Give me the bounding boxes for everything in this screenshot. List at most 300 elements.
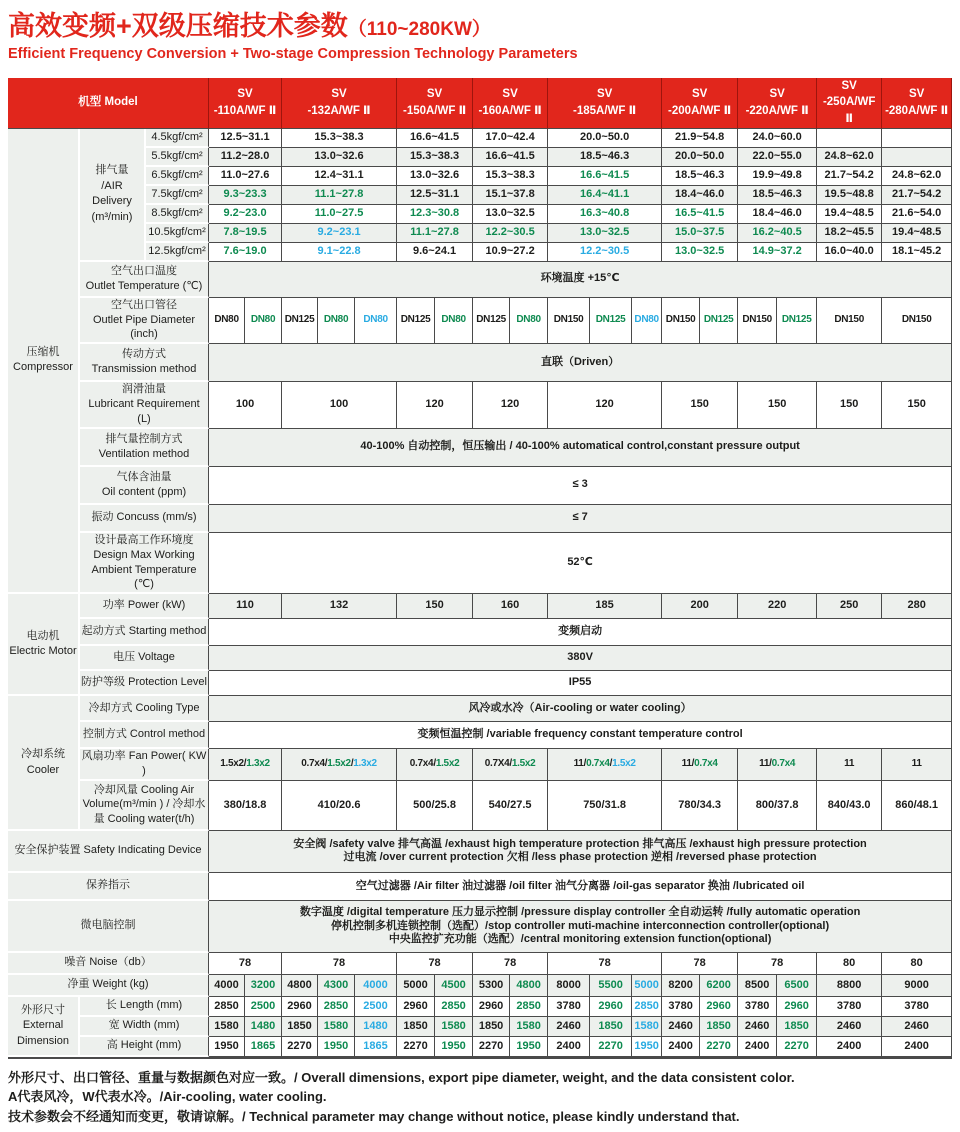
value-cell: 18.5~46.3: [548, 148, 662, 167]
row-label-cell: 控制方式 Control method: [80, 722, 209, 749]
row-label-cell: 长 Length (mm): [80, 997, 209, 1017]
value-cell: 2400: [738, 1037, 777, 1057]
table-row: [8, 344, 952, 382]
value-cell: 12.2~30.5: [548, 243, 662, 262]
value-cell: 15.1~37.8: [473, 186, 548, 205]
value-cell: DN80: [510, 298, 548, 345]
value-cell: 280: [882, 594, 952, 619]
model-header-cell: SV -160A/WF Ⅱ: [473, 78, 548, 129]
value-cell: 840/43.0: [817, 781, 882, 831]
value-cell: 9.6~24.1: [397, 243, 473, 262]
value-cell: 1580: [209, 1017, 245, 1037]
value-cell: 9.3~23.3: [209, 186, 282, 205]
row-label-cell: 宽 Width (mm): [80, 1017, 209, 1037]
value-cell: DN80: [318, 298, 355, 345]
parameters-table: [8, 78, 952, 1057]
value-cell: 19.5~48.8: [817, 186, 882, 205]
value-cell: 750/31.8: [548, 781, 662, 831]
row-label-cell: 振动 Concuss (mm/s): [80, 505, 209, 533]
table-row: [8, 696, 952, 722]
value-cell: 2270: [700, 1037, 738, 1057]
value-cell: 160: [473, 594, 548, 619]
row-label-cell: 微电脑控制: [8, 901, 209, 953]
value-cell: 数字温度 /digital temperature 压力显示控制 /pressure display controller 全自动运转 /fully automatic operation 停机控制多机连锁控制（选配）/stop controller muti-machine interconnection controller(optional) 中央监控扩充功能（选配）/central monitoring extension function(optional): [209, 901, 952, 953]
value-cell: 24.8~62.0: [882, 167, 952, 186]
value-cell: 410/20.6: [282, 781, 397, 831]
value-cell: 变频恒温控制 /variable frequency constant temperature control: [209, 722, 952, 749]
value-cell: 860/48.1: [882, 781, 952, 831]
value-cell: 8800: [817, 975, 882, 997]
value-cell: 18.5~46.3: [662, 167, 738, 186]
value-cell: 20.0~50.0: [662, 148, 738, 167]
table-row: [8, 1017, 952, 1037]
value-cell: 1950: [318, 1037, 355, 1057]
row-label-cell: 起动方式 Starting method: [80, 619, 209, 646]
table-row: [8, 619, 952, 646]
footnote-line: 外形尺寸、出口管径、重量与数据颜色对应一致。/ Overall dimensions, export pipe diameter, weight, and the data consistent color.: [8, 1069, 795, 1085]
value-cell: 8500: [738, 975, 777, 997]
value-cell: 4000: [209, 975, 245, 997]
row-label-cell: 传动方式 Transmission method: [80, 344, 209, 382]
table-row: [8, 594, 952, 619]
value-cell: 环境温度 +15℃: [209, 262, 952, 298]
value-cell: 40-100% 自动控制，恒压输出 / 40-100% automatical control,constant pressure output: [209, 429, 952, 467]
table-row: [8, 722, 952, 749]
row-label-cell: 电压 Voltage: [80, 646, 209, 671]
row-label-cell: 4.5kgf/cm²: [146, 129, 209, 148]
value-cell: 24.0~60.0: [738, 129, 817, 148]
value-cell: DN125: [473, 298, 510, 345]
value-cell: [882, 129, 952, 148]
table-row: [8, 953, 952, 975]
value-cell: 1580: [318, 1017, 355, 1037]
value-cell: 1850: [590, 1017, 632, 1037]
table-row: [8, 262, 952, 298]
value-cell: 0.7x4/1.5x2/1.3x2: [282, 749, 397, 781]
value-cell: 13.0~32.6: [282, 148, 397, 167]
table-row: [8, 873, 952, 901]
value-cell: 6200: [700, 975, 738, 997]
value-cell: 380V: [209, 646, 952, 671]
value-cell: DN80: [435, 298, 473, 345]
value-cell: 16.2~40.5: [738, 224, 817, 243]
value-cell: 1580: [632, 1017, 662, 1037]
value-cell: DN150: [548, 298, 590, 345]
row-label-cell: 7.5kgf/cm²: [146, 186, 209, 205]
value-cell: 500/25.8: [397, 781, 473, 831]
value-cell: 150: [817, 382, 882, 429]
value-cell: 11.0~27.6: [209, 167, 282, 186]
row-label-cell: 8.5kgf/cm²: [146, 205, 209, 224]
value-cell: 15.3~38.3: [397, 148, 473, 167]
table-row: [8, 298, 952, 345]
value-cell: 15.0~37.5: [662, 224, 738, 243]
value-cell: 2850: [435, 997, 473, 1017]
value-cell: DN150: [738, 298, 777, 345]
value-cell: DN125: [397, 298, 435, 345]
value-cell: 7.6~19.0: [209, 243, 282, 262]
value-cell: 1950: [632, 1037, 662, 1057]
value-cell: 11.0~27.5: [282, 205, 397, 224]
value-cell: 17.0~42.4: [473, 129, 548, 148]
value-cell: 2460: [662, 1017, 700, 1037]
value-cell: 2400: [548, 1037, 590, 1057]
value-cell: 2270: [777, 1037, 817, 1057]
value-cell: 4500: [435, 975, 473, 997]
table-row: [8, 975, 952, 997]
value-cell: 100: [209, 382, 282, 429]
value-cell: 2960: [282, 997, 318, 1017]
table-row: [8, 382, 952, 429]
value-cell: 1950: [435, 1037, 473, 1057]
table-row: [8, 243, 952, 262]
footnote-line: 技术参数会不经通知而变更，敬请谅解。/ Technical parameter may change without notice, please kindly understand that.: [8, 1108, 740, 1124]
value-cell: 18.1~45.2: [882, 243, 952, 262]
table-row: [8, 901, 952, 953]
value-cell: DN125: [700, 298, 738, 345]
value-cell: 19.4~48.5: [882, 224, 952, 243]
value-cell: [882, 148, 952, 167]
value-cell: 2460: [548, 1017, 590, 1037]
group-label-cell: 外形尺寸 External Dimension: [8, 997, 80, 1057]
table-row: [8, 167, 952, 186]
table-row: [8, 646, 952, 671]
footnote-line: A代表风冷，W代表水冷。/Air-cooling, water cooling.: [8, 1089, 327, 1105]
value-cell: 2850: [209, 997, 245, 1017]
row-label-cell: 6.5kgf/cm²: [146, 167, 209, 186]
table-row: [8, 671, 952, 696]
value-cell: 14.9~37.2: [738, 243, 817, 262]
value-cell: 3780: [662, 997, 700, 1017]
value-cell: 10.9~27.2: [473, 243, 548, 262]
model-header-cell: SV -250A/WF Ⅱ: [817, 78, 882, 129]
value-cell: 3780: [882, 997, 952, 1017]
value-cell: 1580: [510, 1017, 548, 1037]
value-cell: 8200: [662, 975, 700, 997]
model-header-cell: SV -280A/WF Ⅱ: [882, 78, 952, 129]
value-cell: 52℃: [209, 533, 952, 594]
value-cell: 80: [882, 953, 952, 975]
value-cell: 5000: [632, 975, 662, 997]
value-cell: 220: [738, 594, 817, 619]
value-cell: 2960: [777, 997, 817, 1017]
value-cell: 100: [282, 382, 397, 429]
value-cell: 变频启动: [209, 619, 952, 646]
value-cell: 1850: [473, 1017, 510, 1037]
row-label-cell: 功率 Power (kW): [80, 594, 209, 619]
value-cell: IP55: [209, 671, 952, 696]
group-label-cell: 冷却系统 Cooler: [8, 696, 80, 831]
table-row: [8, 505, 952, 533]
value-cell: 2960: [590, 997, 632, 1017]
value-cell: 12.5~31.1: [209, 129, 282, 148]
value-cell: 1950: [209, 1037, 245, 1057]
value-cell: 780/34.3: [662, 781, 738, 831]
value-cell: 3780: [548, 997, 590, 1017]
table-row: [8, 1037, 952, 1057]
table-row: [8, 781, 952, 831]
value-cell: 4800: [510, 975, 548, 997]
table-row: [8, 205, 952, 224]
value-cell: 风冷或水冷（Air-cooling or water cooling）: [209, 696, 952, 722]
model-header-cell: SV -200A/WF Ⅱ: [662, 78, 738, 129]
value-cell: 2460: [817, 1017, 882, 1037]
value-cell: 18.4~46.0: [662, 186, 738, 205]
value-cell: 250: [817, 594, 882, 619]
value-cell: 78: [282, 953, 397, 975]
row-label-cell: 噪音 Noise（db）: [8, 953, 209, 975]
row-label-cell: 风扇功率 Fan Power( KW ): [80, 749, 209, 781]
value-cell: 2460: [882, 1017, 952, 1037]
page-subtitle: Efficient Frequency Conversion + Two-stage Compression Technology Parameters: [8, 45, 578, 62]
page-title: [8, 10, 952, 44]
value-cell: 11/0.7x4/1.5x2: [548, 749, 662, 781]
value-cell: 16.3~40.8: [548, 205, 662, 224]
value-cell: 9000: [882, 975, 952, 997]
value-cell: 13.0~32.6: [397, 167, 473, 186]
value-cell: 1865: [355, 1037, 397, 1057]
value-cell: 380/18.8: [209, 781, 282, 831]
value-cell: 21.7~54.2: [817, 167, 882, 186]
value-cell: 2270: [282, 1037, 318, 1057]
value-cell: 21.6~54.0: [882, 205, 952, 224]
table-row: [8, 533, 952, 594]
value-cell: 78: [738, 953, 817, 975]
value-cell: 2960: [397, 997, 435, 1017]
table-row: [8, 186, 952, 205]
table-row: [8, 467, 952, 505]
value-cell: 540/27.5: [473, 781, 548, 831]
value-cell: 2500: [245, 997, 282, 1017]
value-cell: 78: [662, 953, 738, 975]
table-row: [8, 749, 952, 781]
page-title-zh: 高效变频+双级压缩技术参数: [8, 11, 348, 41]
value-cell: 1850: [777, 1017, 817, 1037]
value-cell: 12.4~31.1: [282, 167, 397, 186]
value-cell: 3780: [817, 997, 882, 1017]
value-cell: DN125: [777, 298, 817, 345]
value-cell: 150: [397, 594, 473, 619]
value-cell: 2400: [882, 1037, 952, 1057]
row-label-cell: 12.5kgf/cm²: [146, 243, 209, 262]
value-cell: 空气过滤器 /Air filter 油过滤器 /oil filter 油气分离器 /oil-gas separator 换油 /lubricated oil: [209, 873, 952, 901]
value-cell: DN125: [590, 298, 632, 345]
row-label-cell: 排气量控制方式 Ventilation method: [80, 429, 209, 467]
value-cell: 2460: [738, 1017, 777, 1037]
value-cell: 80: [817, 953, 882, 975]
value-cell: 132: [282, 594, 397, 619]
value-cell: 9.2~23.0: [209, 205, 282, 224]
value-cell: ≤ 7: [209, 505, 952, 533]
value-cell: 15.3~38.3: [282, 129, 397, 148]
row-label-cell: 设计最高工作环境度 Design Max Working Ambient Temperature (℃): [80, 533, 209, 594]
value-cell: 78: [397, 953, 473, 975]
row-label-cell: 冷却风量 Cooling Air Volume(m³/min ) / 冷却水 量 Cooling water(t/h): [80, 781, 209, 831]
value-cell: 2400: [817, 1037, 882, 1057]
value-cell: 9.1~22.8: [282, 243, 397, 262]
value-cell: 0.7x4/1.5x2: [397, 749, 473, 781]
value-cell: 13.0~32.5: [662, 243, 738, 262]
value-cell: 185: [548, 594, 662, 619]
value-cell: 12.5~31.1: [397, 186, 473, 205]
value-cell: 2960: [473, 997, 510, 1017]
group-label-cell: 排气量 /AIR Delivery (m³/min): [80, 129, 146, 262]
value-cell: 11.2~28.0: [209, 148, 282, 167]
model-header-cell: SV -150A/WF Ⅱ: [397, 78, 473, 129]
row-label-cell: 冷却方式 Cooling Type: [80, 696, 209, 722]
value-cell: 78: [473, 953, 548, 975]
value-cell: 7.8~19.5: [209, 224, 282, 243]
footnotes: [8, 1068, 952, 1127]
value-cell: 150: [662, 382, 738, 429]
value-cell: 18.5~46.3: [738, 186, 817, 205]
value-cell: 78: [209, 953, 282, 975]
value-cell: 4800: [282, 975, 318, 997]
value-cell: 800/37.8: [738, 781, 817, 831]
value-cell: DN80: [209, 298, 245, 345]
value-cell: ≤ 3: [209, 467, 952, 505]
value-cell: 0.7X4/1.5x2: [473, 749, 548, 781]
row-label-cell: 净重 Weight (kg): [8, 975, 209, 997]
value-cell: 24.8~62.0: [817, 148, 882, 167]
value-cell: 13.0~32.5: [473, 205, 548, 224]
value-cell: 11.1~27.8: [282, 186, 397, 205]
value-cell: DN80: [632, 298, 662, 345]
value-cell: 20.0~50.0: [548, 129, 662, 148]
value-cell: 13.0~32.5: [548, 224, 662, 243]
value-cell: 19.9~49.8: [738, 167, 817, 186]
value-cell: 16.6~41.5: [397, 129, 473, 148]
value-cell: DN80: [355, 298, 397, 345]
value-cell: DN125: [282, 298, 318, 345]
table-row: [8, 148, 952, 167]
model-header-cell: SV -185A/WF Ⅱ: [548, 78, 662, 129]
value-cell: 12.2~30.5: [473, 224, 548, 243]
model-header-cell: SV -220A/WF Ⅱ: [738, 78, 817, 129]
value-cell: 21.9~54.8: [662, 129, 738, 148]
value-cell: 2400: [662, 1037, 700, 1057]
value-cell: 直联（Driven）: [209, 344, 952, 382]
table-row: [8, 429, 952, 467]
value-cell: 1850: [397, 1017, 435, 1037]
value-cell: 21.7~54.2: [882, 186, 952, 205]
model-header-cell: SV -132A/WF Ⅱ: [282, 78, 397, 129]
value-cell: 6500: [777, 975, 817, 997]
value-cell: 22.0~55.0: [738, 148, 817, 167]
value-cell: 1480: [245, 1017, 282, 1037]
value-cell: 12.3~30.8: [397, 205, 473, 224]
table-row: [8, 997, 952, 1017]
value-cell: 120: [548, 382, 662, 429]
value-cell: 5300: [473, 975, 510, 997]
value-cell: 8000: [548, 975, 590, 997]
value-cell: 11/0.7x4: [662, 749, 738, 781]
value-cell: 2850: [510, 997, 548, 1017]
table-row: [8, 78, 952, 129]
value-cell: 1865: [245, 1037, 282, 1057]
value-cell: 16.0~40.0: [817, 243, 882, 262]
parameters-table-wrap: [8, 78, 952, 1059]
value-cell: 19.4~48.5: [817, 205, 882, 224]
value-cell: 11/0.7x4: [738, 749, 817, 781]
row-label-cell: 安全保护装置 Safety Indicating Device: [8, 831, 209, 873]
value-cell: 16.6~41.5: [473, 148, 548, 167]
row-label-cell: 高 Height (mm): [80, 1037, 209, 1057]
row-label-cell: 5.5kgf/cm²: [146, 148, 209, 167]
table-row: [8, 129, 952, 148]
value-cell: 150: [738, 382, 817, 429]
value-cell: 120: [397, 382, 473, 429]
row-label-cell: 空气出口管径 Outlet Pipe Diameter (inch): [80, 298, 209, 345]
value-cell: 16.5~41.5: [662, 205, 738, 224]
value-cell: 2850: [318, 997, 355, 1017]
value-cell: 安全阀 /safety valve 排气高温 /exhaust high temperature protection 排气高压 /exhaust high pressure protection 过电流 /over current protection 欠相 /less phase protection 逆相 /reversed phase protection: [209, 831, 952, 873]
value-cell: 18.2~45.5: [817, 224, 882, 243]
value-cell: 1950: [510, 1037, 548, 1057]
value-cell: DN150: [662, 298, 700, 345]
value-cell: 11: [882, 749, 952, 781]
value-cell: 4300: [318, 975, 355, 997]
row-label-cell: 防护等级 Protection Level: [80, 671, 209, 696]
value-cell: 150: [882, 382, 952, 429]
group-label-cell: 压缩机 Compressor: [8, 129, 80, 594]
value-cell: 5000: [397, 975, 435, 997]
value-cell: DN150: [817, 298, 882, 345]
value-cell: 3780: [738, 997, 777, 1017]
value-cell: 2270: [397, 1037, 435, 1057]
value-cell: DN150: [882, 298, 952, 345]
value-cell: 11: [817, 749, 882, 781]
value-cell: 5500: [590, 975, 632, 997]
value-cell: 1580: [435, 1017, 473, 1037]
value-cell: 78: [548, 953, 662, 975]
value-cell: 4000: [355, 975, 397, 997]
value-cell: 3200: [245, 975, 282, 997]
table-row: [8, 224, 952, 243]
group-label-cell: 电动机 Electric Motor: [8, 594, 80, 696]
value-cell: DN80: [245, 298, 282, 345]
row-label-cell: 润滑油量 Lubricant Requirement (L): [80, 382, 209, 429]
value-cell: 1850: [700, 1017, 738, 1037]
value-cell: 2270: [473, 1037, 510, 1057]
value-cell: 9.2~23.1: [282, 224, 397, 243]
value-cell: 15.3~38.3: [473, 167, 548, 186]
model-header-cell: 机型 Model: [8, 78, 209, 129]
value-cell: 120: [473, 382, 548, 429]
value-cell: 16.4~41.1: [548, 186, 662, 205]
model-header-cell: SV -110A/WF Ⅱ: [209, 78, 282, 129]
row-label-cell: 气体含油量 Oil content (ppm): [80, 467, 209, 505]
row-label-cell: 10.5kgf/cm²: [146, 224, 209, 243]
value-cell: 200: [662, 594, 738, 619]
value-cell: 11.1~27.8: [397, 224, 473, 243]
row-label-cell: 空气出口温度 Outlet Temperature (℃): [80, 262, 209, 298]
value-cell: 110: [209, 594, 282, 619]
value-cell: 16.6~41.5: [548, 167, 662, 186]
page-title-range: （110~280KW）: [347, 19, 491, 40]
value-cell: 1480: [355, 1017, 397, 1037]
value-cell: 2500: [355, 997, 397, 1017]
value-cell: 18.4~46.0: [738, 205, 817, 224]
value-cell: 2850: [632, 997, 662, 1017]
table-row: [8, 831, 952, 873]
value-cell: 2960: [700, 997, 738, 1017]
value-cell: [817, 129, 882, 148]
value-cell: 1850: [282, 1017, 318, 1037]
row-label-cell: 保养指示: [8, 873, 209, 901]
value-cell: 1.5x2/1.3x2: [209, 749, 282, 781]
value-cell: 2270: [590, 1037, 632, 1057]
